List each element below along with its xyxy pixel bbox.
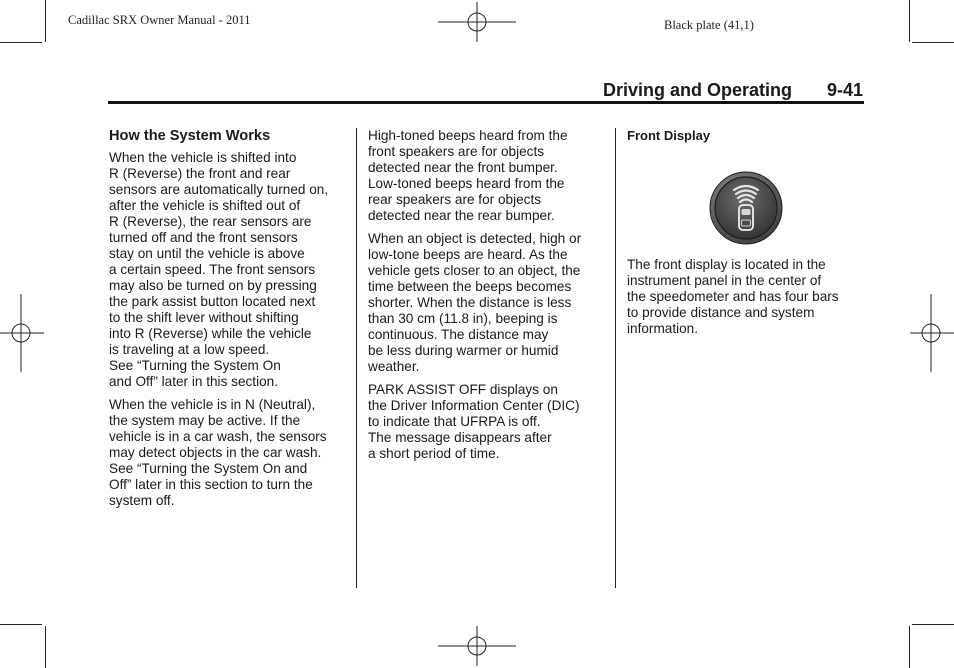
column-3 xyxy=(627,128,867,144)
crop-mark xyxy=(45,626,46,668)
text-line: a short period of time. xyxy=(368,446,500,461)
text-line: the speedometer and has four bars xyxy=(627,289,839,304)
paragraph xyxy=(109,397,349,509)
text-line: shorter. When the distance is less xyxy=(368,295,572,310)
paragraph xyxy=(368,231,608,375)
registration-mark-left xyxy=(0,294,44,372)
text-line: When the vehicle is in N (Neutral), xyxy=(109,397,316,412)
heading-how-system-works: How the System Works xyxy=(109,128,271,144)
text-line: into R (Reverse) while the vehicle xyxy=(109,326,312,341)
column-divider xyxy=(615,128,616,588)
text-line: detected near the front bumper. xyxy=(368,160,558,175)
registration-mark-bottom xyxy=(438,626,516,666)
text-line: rear speakers are for objects xyxy=(368,192,542,207)
registration-mark-top xyxy=(438,2,516,42)
crop-mark xyxy=(45,0,46,42)
text-line: to indicate that UFRPA is off. xyxy=(368,414,541,429)
crop-mark xyxy=(909,0,910,42)
text-line: the system may be active. If the xyxy=(109,413,301,428)
heading-front-display: Front Display xyxy=(627,128,711,143)
page-number: 9-41 xyxy=(827,80,864,100)
text-line: information. xyxy=(627,321,699,336)
text-line: be less during warmer or humid xyxy=(368,343,559,358)
text-line: may detect objects in the car wash. xyxy=(109,445,322,460)
column-1 xyxy=(109,128,349,516)
text-line: See “Turning the System On and xyxy=(109,461,308,476)
text-line: The front display is located in the xyxy=(627,257,826,272)
column-2 xyxy=(368,128,608,469)
text-line: Off” later in this section to turn the xyxy=(109,477,313,492)
crop-mark xyxy=(912,624,954,625)
crop-mark xyxy=(0,624,42,625)
text-line: Low-toned beeps heard from the xyxy=(368,176,565,191)
text-line: The message disappears after xyxy=(368,430,552,445)
text-line: weather. xyxy=(368,359,420,374)
text-line: front speakers are for objects xyxy=(368,144,545,159)
text-line: low-tone beeps are heard. As the xyxy=(368,247,568,262)
text-line: is traveling at a low speed. xyxy=(109,342,270,357)
paragraph xyxy=(368,128,608,224)
text-line: the park assist button located next xyxy=(109,294,316,309)
text-line: to provide distance and system xyxy=(627,305,815,320)
manual-title: Cadillac SRX Owner Manual - 2011 xyxy=(68,13,251,27)
text-line: the Driver Information Center (DIC) xyxy=(368,398,580,413)
front-park-assist-display-icon xyxy=(709,171,783,245)
text-line: time between the beeps becomes xyxy=(368,279,572,294)
text-line: See “Turning the System On xyxy=(109,358,281,373)
text-line: instrument panel in the center of xyxy=(627,273,822,288)
text-line: to the shift lever without shifting xyxy=(109,310,299,325)
text-line: R (Reverse), the rear sensors are xyxy=(109,214,312,229)
crop-mark xyxy=(909,626,910,668)
text-line: sensors are automatically turned on, xyxy=(109,182,329,197)
text-line: a certain speed. The front sensors xyxy=(109,262,316,277)
section-title: Driving and Operating xyxy=(603,80,793,100)
text-line: turned off and the front sensors xyxy=(109,230,298,245)
text-line: When the vehicle is shifted into xyxy=(109,150,297,165)
text-line: continuous. The distance may xyxy=(368,327,549,342)
text-line: may also be turned on by pressing xyxy=(109,278,317,293)
column-divider xyxy=(356,128,357,588)
text-line: than 30 cm (11.8 in), beeping is xyxy=(368,311,558,326)
text-line: R (Reverse) the front and rear xyxy=(109,166,291,181)
text-line: PARK ASSIST OFF displays on xyxy=(368,382,558,397)
paragraph xyxy=(368,382,608,462)
text-line: vehicle gets closer to an object, the xyxy=(368,263,581,278)
text-line: stay on until the vehicle is above xyxy=(109,246,305,261)
paragraph xyxy=(109,150,349,390)
column-3-body xyxy=(627,257,867,344)
plate-label: Black plate (41,1) xyxy=(664,18,754,32)
text-line: vehicle is in a car wash, the sensors xyxy=(109,429,327,444)
text-line: and Off” later in this section. xyxy=(109,374,278,389)
registration-mark-right xyxy=(910,294,954,372)
text-line: after the vehicle is shifted out of xyxy=(109,198,301,213)
crop-mark xyxy=(0,42,42,43)
text-line: High-toned beeps heard from the xyxy=(368,128,568,143)
text-line: detected near the rear bumper. xyxy=(368,208,555,223)
paragraph xyxy=(627,257,867,337)
text-line: system off. xyxy=(109,493,175,508)
header-rule xyxy=(108,101,864,104)
text-line: When an object is detected, high or xyxy=(368,231,582,246)
crop-mark xyxy=(912,42,954,43)
